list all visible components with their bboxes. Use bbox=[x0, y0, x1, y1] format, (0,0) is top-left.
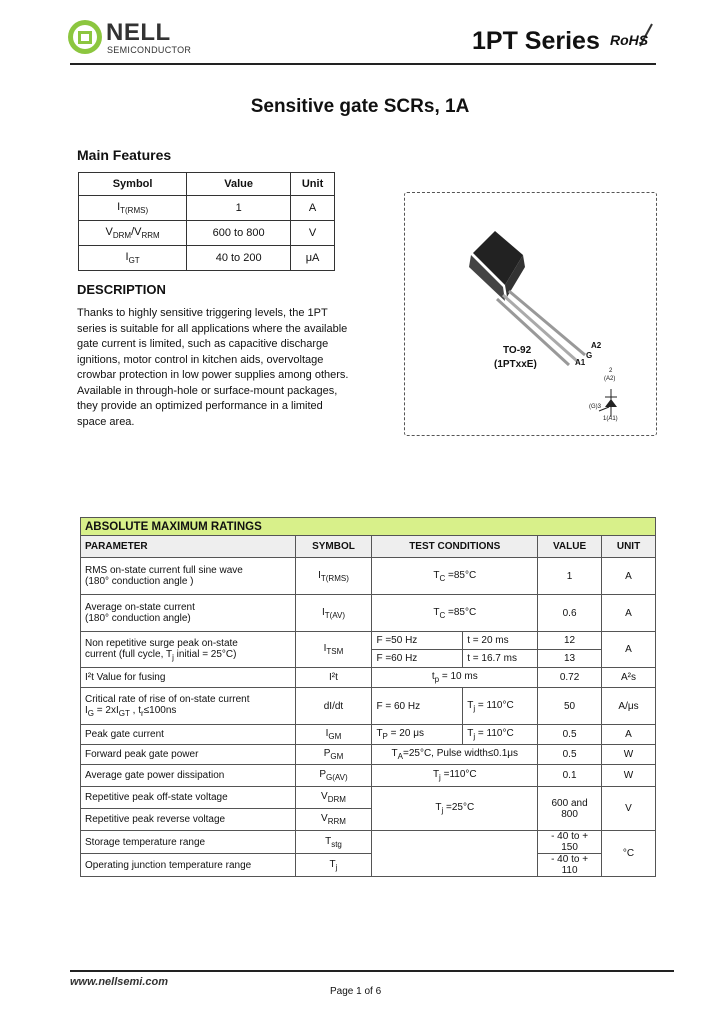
package-name: TO-92 bbox=[503, 345, 532, 356]
symbol-cell: $P_{GM}$ bbox=[295, 745, 372, 765]
parameter-cell: Average on-state current (180° conduction angle) bbox=[81, 595, 296, 632]
condition-cell: $T_A=25^\circ C$, Pulse width≤0.1μs bbox=[372, 745, 538, 765]
value-cell: 0.5 bbox=[538, 745, 602, 765]
table-row bbox=[81, 725, 656, 745]
symbol-a2-label: (A2) bbox=[604, 376, 616, 382]
unit-cell: A bbox=[602, 725, 656, 745]
brand-subtitle: SEMICONDUCTOR bbox=[107, 45, 192, 55]
symbol-cell: $V_{DRM}$ bbox=[295, 787, 372, 809]
footer-website-link[interactable]: www.nellsemi.com bbox=[70, 976, 169, 988]
pin-label-g: G bbox=[586, 351, 593, 360]
symbol-cell: $V_{RRM}$ bbox=[295, 809, 372, 831]
value-cell: - 40 to + 110 bbox=[538, 854, 602, 877]
parameter-cell: Repetitive peak reverse voltage bbox=[81, 809, 296, 831]
symbol-cell: $I_{T(RMS)}$ bbox=[295, 558, 372, 595]
value-cell: 600 to 800 bbox=[187, 221, 291, 246]
description-text: Thanks to highly sensitive triggering levels, the 1PT series is suitable for all applications where the available gate current is limited, such as capacitive discharge ignitions, motor control in kitchen aids, overvoltage crowbar protection in low power supplies among others. Available in through-hole or surface-mount packages, they provide an optimized performance in a limited space area. bbox=[77, 307, 349, 428]
unit-cell: W bbox=[602, 745, 656, 765]
value-cell: 50 bbox=[538, 688, 602, 725]
col-test-conditions: TEST CONDITIONS bbox=[372, 536, 538, 558]
brand-name: NELL bbox=[106, 19, 171, 46]
condition-cell: $T_j =110^\circ C$ bbox=[372, 765, 538, 787]
rohs-mark bbox=[610, 22, 654, 52]
table-row bbox=[81, 787, 656, 809]
col-unit: Unit bbox=[291, 173, 335, 196]
ratings-header-row bbox=[81, 536, 656, 558]
brand-logo bbox=[66, 18, 192, 58]
condition-cell: $T_j =25^\circ C$ bbox=[372, 787, 538, 831]
condition-freq-a: F =50 Hz bbox=[372, 632, 463, 650]
ratings-table bbox=[80, 517, 656, 877]
description-heading: DESCRIPTION bbox=[77, 282, 166, 297]
value-cell: 0.6 bbox=[538, 595, 602, 632]
symbol-a1-label: 1(A1) bbox=[603, 416, 618, 422]
parameter-cell: Peak gate current bbox=[81, 725, 296, 745]
condition-cell: $T_C =85^\circ C$ bbox=[372, 595, 538, 632]
unit-cell: A bbox=[291, 196, 335, 221]
unit-cell: A bbox=[602, 595, 656, 632]
parameter-cell: Average gate power dissipation bbox=[81, 765, 296, 787]
footer-rule bbox=[70, 970, 674, 972]
unit-cell: V bbox=[291, 221, 335, 246]
package-code: (1PTxxE) bbox=[494, 359, 537, 370]
condition-cell: $t_p = 10$ ms bbox=[372, 668, 538, 688]
value-cell: 600 and 800 bbox=[538, 787, 602, 831]
symbol-cell: $I_{GT}$ bbox=[79, 246, 187, 271]
table-row bbox=[81, 668, 656, 688]
symbol-cell: $T_j$ bbox=[295, 854, 372, 877]
document-title: Sensitive gate SCRs, 1A bbox=[250, 96, 470, 117]
table-row bbox=[81, 831, 656, 854]
col-symbol: SYMBOL bbox=[295, 536, 372, 558]
unit-cell: °C bbox=[602, 831, 656, 877]
condition-cell: $T_C =85^\circ C$ bbox=[372, 558, 538, 595]
value-cell: 1 bbox=[538, 558, 602, 595]
condition-freq: F = 60 Hz bbox=[372, 688, 463, 725]
unit-cell: A bbox=[602, 558, 656, 595]
page-number: Page 1 of 6 bbox=[330, 986, 382, 997]
condition-temp: $T_j = 110^\circ C$ bbox=[463, 688, 538, 725]
table-row bbox=[81, 632, 656, 650]
parameter-cell: RMS on-state current full sine wave (180° conduction angle ) bbox=[81, 558, 296, 595]
symbol-cell: $I_{T(AV)}$ bbox=[295, 595, 372, 632]
unit-cell: A²s bbox=[602, 668, 656, 688]
table-row bbox=[79, 221, 335, 246]
parameter-cell: Forward peak gate power bbox=[81, 745, 296, 765]
condition-time-b: t = 16.7 ms bbox=[463, 650, 538, 668]
symbol-cell: $I_{GM}$ bbox=[295, 725, 372, 745]
value-cell: 0.5 bbox=[538, 725, 602, 745]
header-rule bbox=[70, 63, 656, 65]
symbol-cell: $P_{G(AV)}$ bbox=[295, 765, 372, 787]
unit-cell: μA bbox=[291, 246, 335, 271]
symbol-a2-num: 2 bbox=[609, 368, 613, 374]
series-title: 1PT Series bbox=[472, 27, 600, 55]
col-unit: UNIT bbox=[602, 536, 656, 558]
col-symbol: Symbol bbox=[79, 173, 187, 196]
symbol-cell: $I_{TSM}$ bbox=[295, 632, 372, 668]
table-row bbox=[81, 595, 656, 632]
ratings-title-row bbox=[81, 518, 656, 536]
unit-cell: W bbox=[602, 765, 656, 787]
value-cell: 0.72 bbox=[538, 668, 602, 688]
condition-pulse: $T_P = 20$ μs bbox=[372, 725, 463, 745]
value-cell: 12 bbox=[538, 632, 602, 650]
value-cell: 0.1 bbox=[538, 765, 602, 787]
table-row bbox=[81, 854, 656, 877]
table-row bbox=[81, 688, 656, 725]
table-row bbox=[81, 558, 656, 595]
pin-label-a1: A1 bbox=[575, 358, 586, 367]
pin-label-a2: A2 bbox=[591, 341, 602, 350]
ratings-title: ABSOLUTE MAXIMUM RATINGS bbox=[81, 518, 656, 536]
main-features-heading: Main Features bbox=[77, 147, 172, 163]
symbol-cell: $T_{stg}$ bbox=[295, 831, 372, 854]
symbol-cell: dI/dt bbox=[295, 688, 372, 725]
table-row bbox=[79, 246, 335, 271]
col-value: VALUE bbox=[538, 536, 602, 558]
condition-time-a: t = 20 ms bbox=[463, 632, 538, 650]
parameter-cell: Repetitive peak off-state voltage bbox=[81, 787, 296, 809]
col-value: Value bbox=[187, 173, 291, 196]
value-cell: 13 bbox=[538, 650, 602, 668]
rohs-label: RoHS bbox=[610, 32, 649, 48]
parameter-cell: I²t Value for fusing bbox=[81, 668, 296, 688]
parameter-cell: Critical rate of rise of on-state current $I_G = 2xI_{GT}$ , $t_r\le 100ns$ bbox=[81, 688, 296, 725]
symbol-cell: $I_{T(RMS)}$ bbox=[79, 196, 187, 221]
symbol-g-label: (G)3 bbox=[589, 404, 601, 410]
unit-cell: A bbox=[602, 632, 656, 668]
symbol-cell: I²t bbox=[295, 668, 372, 688]
condition-freq-b: F =60 Hz bbox=[372, 650, 463, 668]
col-parameter: PARAMETER bbox=[81, 536, 296, 558]
symbol-cell: $V_{DRM}/V_{RRM}$ bbox=[79, 221, 187, 246]
main-features-table bbox=[78, 172, 335, 271]
value-cell: 40 to 200 bbox=[187, 246, 291, 271]
parameter-cell: Non repetitive surge peak on-state current (full cycle, $T_j$ initial = 25°C) bbox=[81, 632, 296, 668]
table-header-row bbox=[79, 173, 335, 196]
value-cell: 1 bbox=[187, 196, 291, 221]
unit-cell: V bbox=[602, 787, 656, 831]
value-cell: - 40 to + 150 bbox=[538, 831, 602, 854]
to92-package-icon bbox=[405, 193, 656, 435]
nell-logo-icon bbox=[66, 18, 104, 56]
unit-cell: A/μs bbox=[602, 688, 656, 725]
parameter-cell: Storage temperature range bbox=[81, 831, 296, 854]
table-row bbox=[79, 196, 335, 221]
package-illustration bbox=[404, 192, 657, 436]
condition-temp: $T_j = 110^\circ C$ bbox=[463, 725, 538, 745]
table-row bbox=[81, 765, 656, 787]
parameter-cell: Operating junction temperature range bbox=[81, 854, 296, 877]
table-row bbox=[81, 745, 656, 765]
condition-cell bbox=[372, 831, 538, 877]
